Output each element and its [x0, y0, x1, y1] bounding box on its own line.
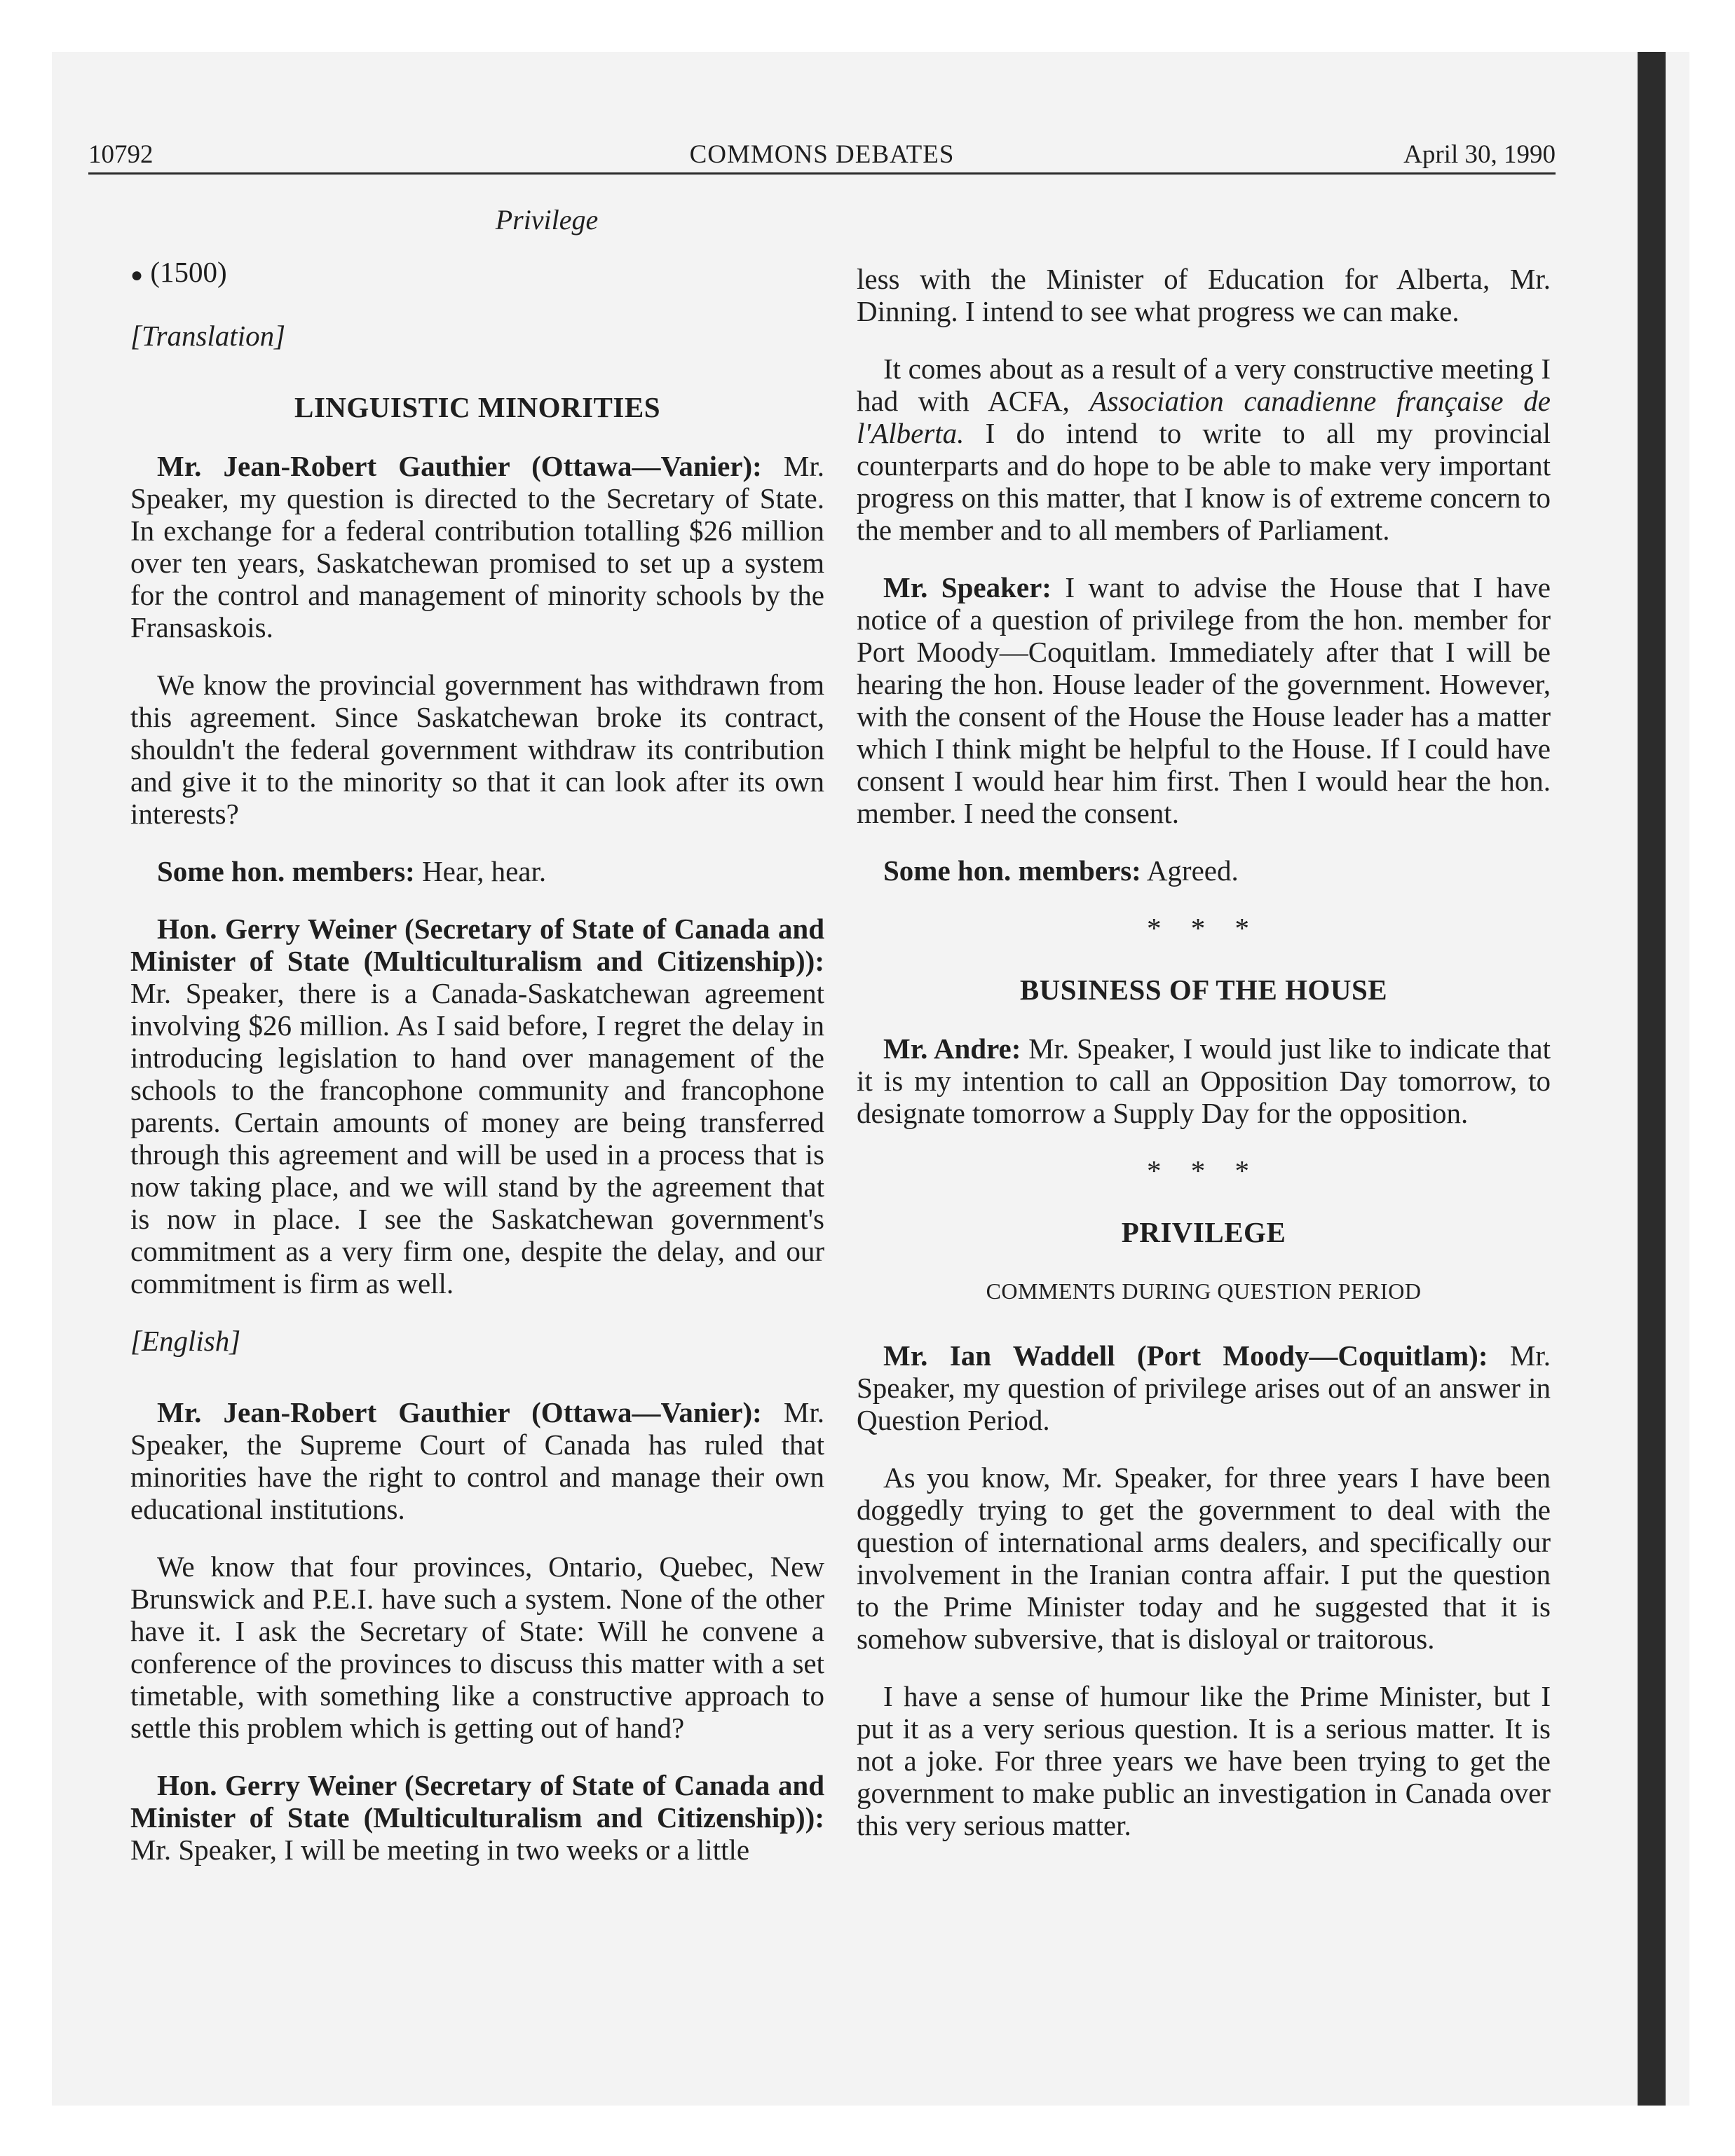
- speaker-name: Mr. Jean-Robert Gauthier (Ottawa—Vanier):: [157, 1396, 762, 1428]
- paragraph-text: I do intend to write to all my provincial counterparts and do hope to be able to make very important progress on this matter, that I know is of extreme concern to the member and to all members of Parliament.: [857, 417, 1551, 546]
- paragraph: [857, 1680, 1551, 1841]
- paragraph: [130, 1396, 824, 1525]
- section-subheading: COMMENTS DURING QUESTION PERIOD: [986, 1278, 1422, 1304]
- paragraph-text: Mr. Speaker, I will be meeting in two weeks or a little: [130, 1834, 750, 1866]
- time-marker: [130, 256, 824, 292]
- paragraph: [857, 571, 1551, 829]
- paragraph-text: Mr. Speaker, my question is directed to the Secretary of State. In exchange for a federal contribution totalling $26 million over ten years, Saskatchewan promised to set up a system for the control and management of minority schools by the Fransaskois.: [130, 450, 824, 643]
- paragraph-text: It comes about as a result of a very constructive meeting I had with ACFA,: [857, 353, 1551, 417]
- paragraph: [857, 1461, 1551, 1655]
- scan-edge-bar: [1638, 52, 1666, 2106]
- publication-date: April 30, 1990: [1403, 140, 1556, 169]
- paragraph-text: Mr. Speaker, my question of privilege arises out of an answer in Question Period.: [857, 1339, 1551, 1436]
- section-heading-business-of-the-house: BUSINESS OF THE HOUSE: [1019, 974, 1388, 1006]
- paragraph-text: We know the provincial government has withdrawn from this agreement. Since Saskatchewan broke its contract, shouldn't the federal government withdraw its contribution and give it to the minority so that it can look after its own interests?: [130, 669, 824, 830]
- speaker-name: Hon. Gerry Weiner (Secretary of State of Canada and Minister of State (Multiculturalism and Citizenship)):: [130, 1769, 824, 1834]
- paragraph-text: We know that four provinces, Ontario, Quebec, New Brunswick and P.E.I. have such a system. None of the other have it. I ask the Secretary of State: Will he convene a conference of the provinces to discuss this matter with a set timetable, with something like a constructive approach to settle this problem which is getting out of hand?: [130, 1550, 824, 1744]
- page-header: [88, 135, 1556, 175]
- translation-tag: [Translation]: [130, 320, 286, 352]
- speaker-name: Mr. Speaker:: [883, 571, 1052, 603]
- paragraph: [857, 1032, 1551, 1129]
- paragraph: [857, 854, 1551, 887]
- speaker-name: Hon. Gerry Weiner (Secretary of State of Canada and Minister of State (Multiculturalism and Citizenship)):: [130, 913, 824, 977]
- paragraph-text: Mr. Speaker, I would just like to indicate that it is my intention to call an Opposition Day tomorrow, to designate tomorrow a Supply Day for the opposition.: [857, 1032, 1551, 1129]
- english-tag: [English]: [130, 1325, 241, 1357]
- speaker-name: Mr. Ian Waddell (Port Moody—Coquitlam):: [883, 1339, 1488, 1372]
- paragraph-text: I have a sense of humour like the Prime Minister, but I put it as a very serious question. It is a serious matter. It is not a joke. For three years we have been trying to get the government to make public an investigation in Canada over this very serious matter.: [857, 1680, 1551, 1841]
- section-separator: * * *: [1147, 1154, 1260, 1187]
- association-name: Association canadienne française de l'Alberta.: [857, 385, 1551, 449]
- paragraph: [857, 263, 1551, 327]
- speaker-name: Mr. Andre:: [883, 1032, 1021, 1065]
- speaker-name: Some hon. members:: [883, 854, 1141, 887]
- paragraph: [130, 450, 824, 643]
- paragraph-text: Agreed.: [1146, 854, 1239, 887]
- time-stamp: (1500): [150, 256, 227, 288]
- paragraph: [130, 1769, 824, 1866]
- page-number: 10792: [88, 140, 154, 169]
- paragraph: [130, 913, 824, 1299]
- section-heading-linguistic-minorities: LINGUISTIC MINORITIES: [294, 391, 660, 423]
- paragraph-text: less with the Minister of Education for Alberta, Mr. Dinning. I intend to see what progress we can make.: [857, 263, 1551, 327]
- paragraph: [130, 855, 824, 887]
- paragraph: [130, 669, 824, 830]
- paragraph-text: Hear, hear.: [422, 855, 547, 887]
- paragraph-text: Mr. Speaker, there is a Canada-Saskatchewan agreement involving $26 million. As I said before, I regret the delay in introducing legislation to hand over management of the schools to the francophone community and francophone parents. Certain amounts of money are being transferred through this agreement and will be used in a process that is now taking place, and we will stand by the agreement that is now in place. I see the Saskatchewan government's commitment as a very firm one, despite the delay, and our commitment is firm as well.: [130, 977, 824, 1299]
- speaker-name: Some hon. members:: [157, 855, 415, 887]
- left-column: [130, 256, 824, 1891]
- right-column: [857, 263, 1551, 1867]
- publication-title: COMMONS DEBATES: [689, 140, 955, 169]
- bullet-icon: ●: [130, 264, 144, 287]
- header-rule: [88, 172, 1556, 175]
- running-head: Privilege: [495, 204, 599, 236]
- paragraph-text: As you know, Mr. Speaker, for three years I have been doggedly trying to get the government to deal with the question of international arms dealers, and specifically our involvement in the Iranian contra affair. I put the question to the Prime Minister today and he suggested that it is somehow subversive, that is disloyal or traitorous.: [857, 1461, 1551, 1655]
- paragraph-text: I want to advise the House that I have notice of a question of privilege from the hon. member for Port Moody—Coquitlam. Immediately after that I will be hearing the hon. House leader of the government. However, with the consent of the House the House leader has a matter which I think might be helpful to the House. If I could have consent I would hear him first. Then I would hear the hon. member. I need the consent.: [857, 571, 1551, 829]
- section-heading-privilege: PRIVILEGE: [1121, 1216, 1286, 1248]
- paragraph-text: Mr. Speaker, the Supreme Court of Canada has ruled that minorities have the right to control and manage their own educational institutions.: [130, 1396, 824, 1525]
- section-separator: * * *: [1147, 912, 1260, 944]
- paragraph: [857, 1339, 1551, 1436]
- paragraph: [130, 1550, 824, 1744]
- paragraph: [857, 353, 1551, 546]
- speaker-name: Mr. Jean-Robert Gauthier (Ottawa—Vanier):: [157, 450, 762, 482]
